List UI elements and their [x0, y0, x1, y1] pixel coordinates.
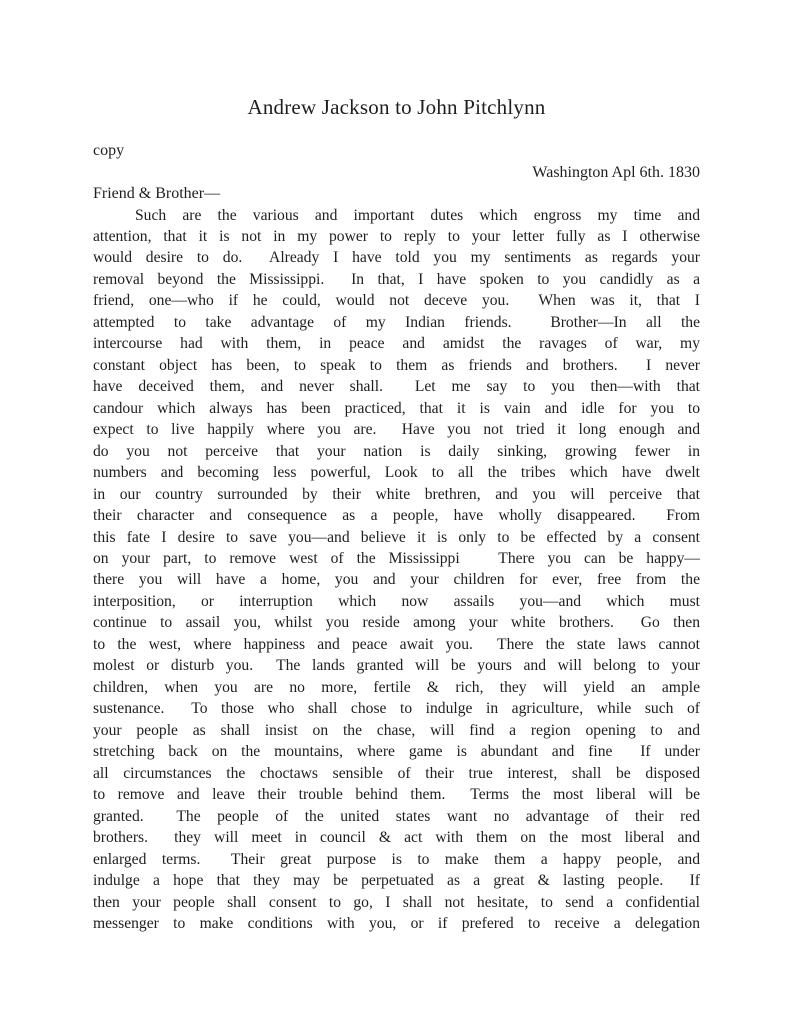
body-line: then your people shall consent to go, I shall not hesitate, to send a confidential — [93, 893, 700, 911]
body-line: your people as shall insist on the chase, will find a region opening to and — [93, 721, 700, 739]
body-line: Such are the various and important dutes which engross my time and — [135, 206, 700, 224]
body-line: intercourse had with them, in peace and amidst the ravages of war, my — [93, 335, 700, 353]
body-line: to the west, where happiness and peace await you. There the state laws cannot — [93, 635, 700, 653]
body-line: messenger to make conditions with you, or if prefered to receive a delegation — [93, 914, 700, 932]
letter-content — [93, 96, 700, 934]
body-line: removal beyond the Mississippi. In that, I have spoken to you candidly as a — [93, 270, 700, 288]
body-line: stretching back on the mountains, where game is abundant and fine If under — [93, 743, 700, 761]
body-line: continue to assail you, whilst you reside among your white brothers. Go then — [93, 614, 700, 632]
salutation: Friend & Brother— — [93, 185, 221, 202]
body-line: children, when you are no more, fertile & rich, they will yield an ample — [93, 678, 700, 696]
body-line: sustenance. To those who shall chose to indulge in agriculture, while such of — [93, 700, 700, 718]
body-line: brothers. they will meet in council & act with them on the most liberal and — [93, 829, 700, 847]
body-line: molest or disturb you. The lands granted will be yours and will belong to your — [93, 657, 700, 675]
body-line: on your part, to remove west of the Mississippi There you can be happy— — [93, 550, 700, 567]
body-line: do you not perceive that your nation is daily sinking, growing fewer in — [93, 442, 700, 460]
body-line: friend, one—who if he could, would not deceve you. When was it, that I — [93, 292, 700, 310]
body-line: this fate I desire to save you—and believe it is only to be effected by a consent — [93, 528, 700, 546]
body-line: constant object has been, to speak to them as friends and brothers. I never — [93, 356, 700, 374]
body-line: indulge a hope that they may be perpetuated as a great & lasting people. If — [93, 872, 700, 890]
body-line: expect to live happily where you are. Have you not tried it long enough and — [93, 421, 700, 439]
body-line: candour which always has been practiced, that it is vain and idle for you to — [93, 399, 700, 417]
dateline: Washington Apl 6th. 1830 — [532, 163, 700, 181]
body-line: would desire to do. Already I have told you my sentiments as regards your — [93, 249, 700, 267]
body-line: enlarged terms. Their great purpose is to make them a happy people, and — [93, 850, 700, 868]
copy-annotation: copy — [93, 142, 125, 159]
letter-body — [93, 205, 700, 935]
body-line: all circumstances the choctaws sensible of their true interest, shall be disposed — [93, 764, 700, 782]
body-line: in our country surrounded by their white brethren, and you will perceive that — [93, 485, 700, 503]
body-line: have deceived them, and never shall. Let me say to you then—with that — [93, 378, 700, 396]
body-line: attempted to take advantage of my Indian friends. Brother—In all the — [93, 313, 700, 331]
body-line: numbers and becoming less powerful, Look to all the tribes which have dwelt — [93, 464, 700, 482]
body-line: granted. The people of the united states want no advantage of their red — [93, 807, 700, 825]
body-line: their character and consequence as a people, have wholly disappeared. From — [93, 507, 700, 525]
document-title: Andrew Jackson to John Pitchlynn — [247, 95, 546, 119]
body-line: attention, that it is not in my power to reply to your letter fully as I otherwise — [93, 227, 700, 245]
body-line: there you will have a home, you and your children for ever, free from the — [93, 571, 700, 589]
body-line: to remove and leave their trouble behind them. Terms the most liberal will be — [93, 786, 700, 804]
body-line: interposition, or interruption which now assails you—and which must — [93, 592, 700, 610]
